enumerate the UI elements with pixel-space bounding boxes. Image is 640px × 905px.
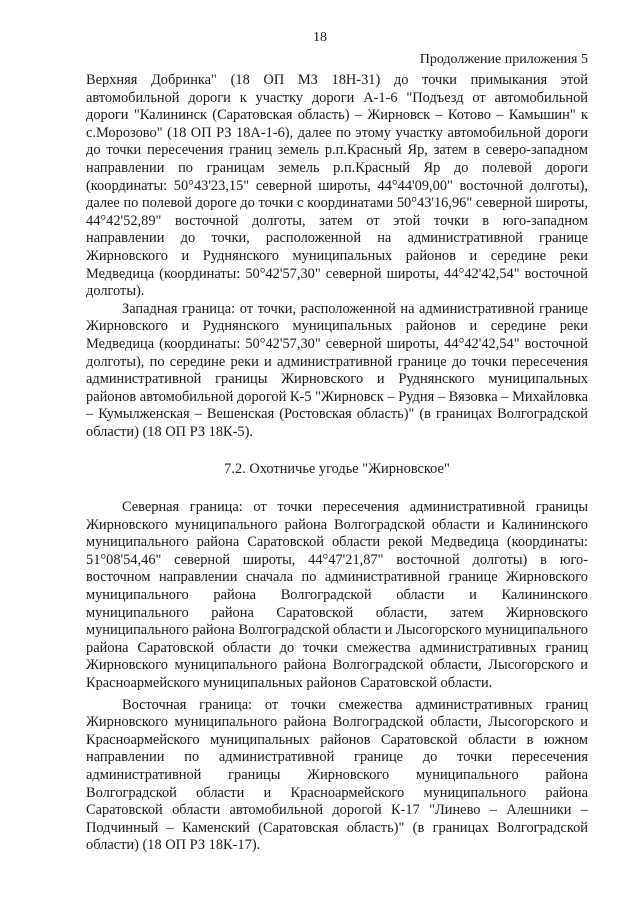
section-heading: 7.2. Охотничье угодье "Жирновское" xyxy=(224,461,450,478)
appendix-continuation-note: Продолжение приложения 5 xyxy=(419,52,588,67)
paragraph-western-border: Западная граница: от точки, расположенной на административной границе Жирновского и Руднянского муниципальных районов и середине реки Медведица (координаты: 50°42'57,30" северной широты, 44°42'42,54" восточной долготы), по середине реки и административной границе до точки пересечения административной границы Жирновского и Руднянского муниципальных районов автомобильной дорогой К-5 "Жирновск – Рудня – Вязовка – Михайловка – Кумылженская – Вешенская (Ростовская область)" (в границах Волгоградской области) (18 ОП РЗ 18К-5). xyxy=(86,300,588,440)
paragraph-eastern-border: Восточная граница: от точки смежества административных границ Жирновского муниципального района Волгоградской области, Лысогорского и Красноармейского муниципальных районов Саратовской области в южном направлении по административной границе до точки пересечения административной границы Жирновского муниципального района Волгоградской области и Красноармейского муниципального района Саратовской области автомобильной дорогой К-17 "Линево – Алешники – Подчинный – Каменский (Саратовская область)" (в границах Волгоградской области) (18 ОП РЗ 18К-17). xyxy=(86,696,588,854)
page-number: 18 xyxy=(313,30,327,45)
paragraph-continuation: Верхняя Добринка" (18 ОП МЗ 18Н-31) до точки примыкания этой автомобильной дороги к участку дороги А-1-6 "Подъезд от автомобильной дороги "Калининск (Саратовская область) – Жирновск – Котово – Камышин" к с.Морозово" (18 ОП РЗ 18А-1-6), далее по этому участку автомобильной дороги до точки пересечения границ земель р.п.Красный Яр, затем в северо-западном направлении по границам земель р.п.Красный Яр до полевой дороги (координаты: 50°43'23,15" северной широты, 44°44'09,00" восточной долготы), далее по полевой дороге до точки с координатами 50°43'16,96" северной широты, 44°42'52,89" восточной долготы, затем от этой точки в юго-западном направлении до точки, расположенной на административной границе Жирновского и Руднянского муниципальных районов и середине реки Медведица (координаты: 50°42'57,30" северной широты, 44°42'42,54" восточной долготы). xyxy=(86,72,588,300)
paragraph-northern-border: Северная граница: от точки пересечения административной границы Жирновского муниципального района Волгоградской области и Калининского муниципального района Саратовской области рекой Медведица (координаты: 51°08'54,46" северной широты, 44°47'21,87" восточной долготы) в юго-восточном направлении сначала по административной границе Жирновского муниципального района Волгоградской области и Калининского муниципального района Саратовской области, затем Жирновского муниципального района Волгоградской области и Лысогорского муниципального района Саратовской области до точки смежества административных границ Жирновского муниципального района Волгоградской области, Лысогорского и Красноармейского муниципальных районов Саратовской области. xyxy=(86,499,588,691)
document-body xyxy=(86,72,588,855)
